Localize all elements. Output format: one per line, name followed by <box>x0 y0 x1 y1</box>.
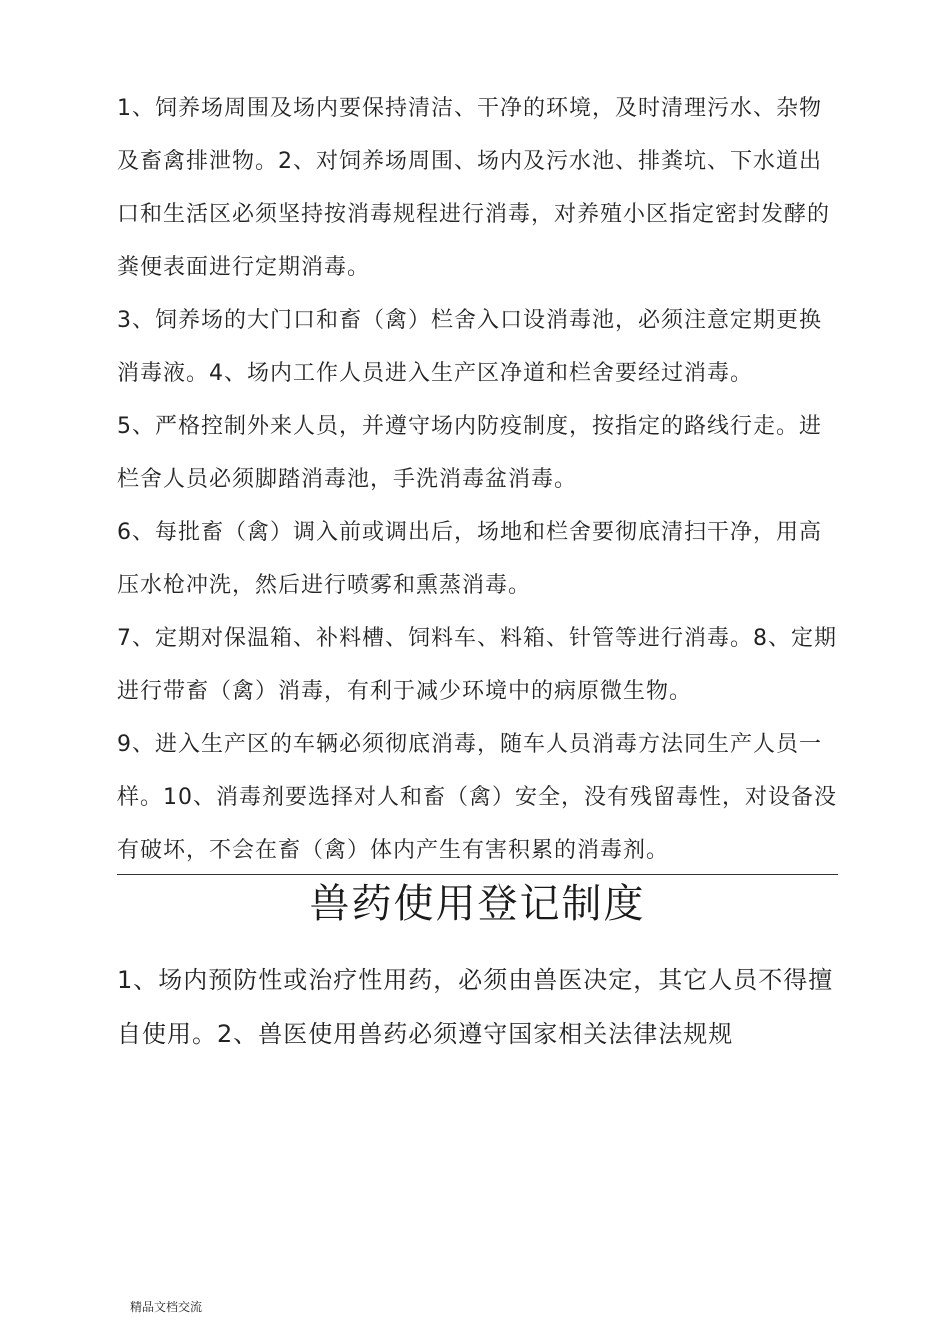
section-title: 兽药使用登记制度 <box>309 881 646 927</box>
section-divider <box>117 874 838 875</box>
section-paragraph-1: 1、场内预防性或治疗性用药，必须由兽医决定，其它人员不得擅自使用。2、兽医使用兽药必须遵守国家相关法律法规规 <box>117 966 834 1048</box>
paragraph-3: 5、严格控制外来人员，并遵守场内防疫制度，按指定的路线行走。进栏舍人员必须脚踏消毒池，手洗消毒盆消毒。 <box>117 414 822 492</box>
paragraph-4: 6、每批畜（禽）调入前或调出后，场地和栏舍要彻底清扫干净，用高压水枪冲洗，然后进行喷雾和熏蒸消毒。 <box>117 520 822 598</box>
disinfection-rules <box>117 82 841 877</box>
paragraph-1: 1、饲养场周围及场内要保持清洁、干净的环境，及时清理污水、杂物及畜禽排泄物。2、对饲养场周围、场内及污水池、排粪坑、下水道出口和生活区必须坚持按消毒规程进行消毒，对养殖小区指定密封发酵的粪便表面进行定期消毒。 <box>117 96 831 280</box>
footer-note: 精品文档交流 <box>130 1300 203 1314</box>
paragraph-2: 3、饲养场的大门口和畜（禽）栏舍入口设消毒池，必须注意定期更换消毒液。4、场内工作人员进入生产区净道和栏舍要经过消毒。 <box>117 308 822 386</box>
paragraph-5: 7、定期对保温箱、补料槽、饲料车、料箱、针管等进行消毒。8、定期进行带畜（禽）消毒，有利于减少环境中的病原微生物。 <box>117 626 837 704</box>
veterinary-drug-rules <box>117 953 841 1061</box>
paragraph-6: 9、进入生产区的车辆必须彻底消毒，随车人员消毒方法同生产人员一样。10、消毒剂要选择对人和畜（禽）安全，没有残留毒性，对设备没有破坏，不会在畜（禽）体内产生有害积累的消毒剂。 <box>117 732 837 863</box>
